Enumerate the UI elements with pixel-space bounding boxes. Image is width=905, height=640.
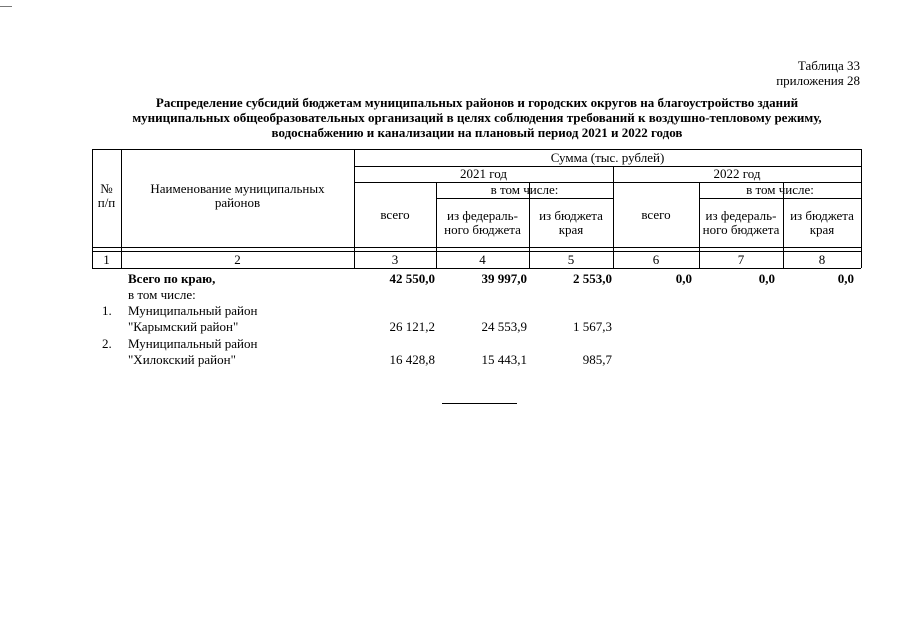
header-regional-2022: из бюджета края (790, 207, 854, 237)
document-title (92, 95, 862, 140)
row-2-value-regional: 985,7 (582, 352, 612, 367)
header-total-2021: всего (380, 206, 410, 222)
title-line-3: водоснабжению и канализации на плановый период 2021 и 2022 годов (271, 125, 683, 140)
header-name: Наименование муниципальных районов (150, 181, 325, 210)
total-label: Всего по краю, (128, 271, 216, 286)
header-year-2021: 2021 год (460, 166, 507, 181)
row-1-value-federal: 24 553,9 (481, 319, 527, 334)
grid-line (92, 268, 861, 269)
row-1-name-line1: Муниципальный район (128, 303, 258, 318)
header-federal-2022: из федераль-ного бюджета (702, 207, 780, 237)
row-2-name-line1: Муниципальный район (128, 336, 258, 351)
total-value-2021-regional: 2 553,0 (573, 271, 612, 286)
title-line-1: Распределение субсидий бюджетам муниципальных районов и городских округов на благоустройство зданий (155, 95, 799, 110)
row-1-name-line2: "Карымский район" (128, 319, 239, 334)
total-value-2022-all: 0,0 (675, 271, 692, 286)
column-number-2: 2 (234, 251, 241, 267)
column-number-8: 8 (818, 251, 826, 267)
column-number-3: 3 (391, 251, 399, 267)
column-number-4: 4 (479, 251, 486, 267)
total-value-2022-federal: 0,0 (758, 271, 775, 286)
row-1-index: 1. (102, 303, 112, 318)
total-value-2021-federal: 39 997,0 (481, 271, 527, 286)
header-sum: Сумма (тыс. рублей) (550, 149, 665, 165)
header-regional-2021: из бюджета края (539, 207, 603, 237)
column-number-1: 1 (103, 251, 110, 267)
title-line-2: муниципальных общеобразовательных организаций в целях соблюдения требований к воздушно-тепловому режиму, (132, 110, 822, 125)
total-value-2022-regional: 0,0 (837, 271, 854, 286)
column-number-6: 6 (652, 251, 660, 267)
header-total-2022: всего (641, 206, 671, 222)
header-including-2021: в том числе: (490, 182, 559, 197)
row-2-index: 2. (102, 336, 112, 351)
column-number-7: 7 (737, 251, 745, 267)
header-number: № п/п (97, 181, 116, 210)
total-value-2021-all: 42 550,0 (389, 271, 435, 286)
corner-mark (0, 6, 12, 7)
header-including-2022: в том числе: (746, 182, 814, 197)
row-2-name-line2: "Хилокский район" (128, 352, 236, 367)
row-1-value-total: 26 121,2 (389, 319, 435, 334)
appendix-number: приложения 28 (776, 73, 860, 88)
header-federal-2021: из федераль-ного бюджета (444, 207, 521, 237)
row-2-value-total: 16 428,8 (389, 352, 435, 367)
column-number-5: 5 (567, 251, 575, 267)
row-2-value-federal: 15 443,1 (481, 352, 527, 367)
grid-line (92, 247, 861, 248)
header-year-2022: 2022 год (713, 166, 761, 181)
grid-line (861, 149, 862, 268)
including-label: в том числе: (128, 287, 196, 302)
row-1-value-regional: 1 567,3 (573, 319, 612, 334)
end-of-table-rule (442, 403, 517, 404)
table-reference (776, 58, 860, 88)
table-number: Таблица 33 (797, 58, 860, 73)
